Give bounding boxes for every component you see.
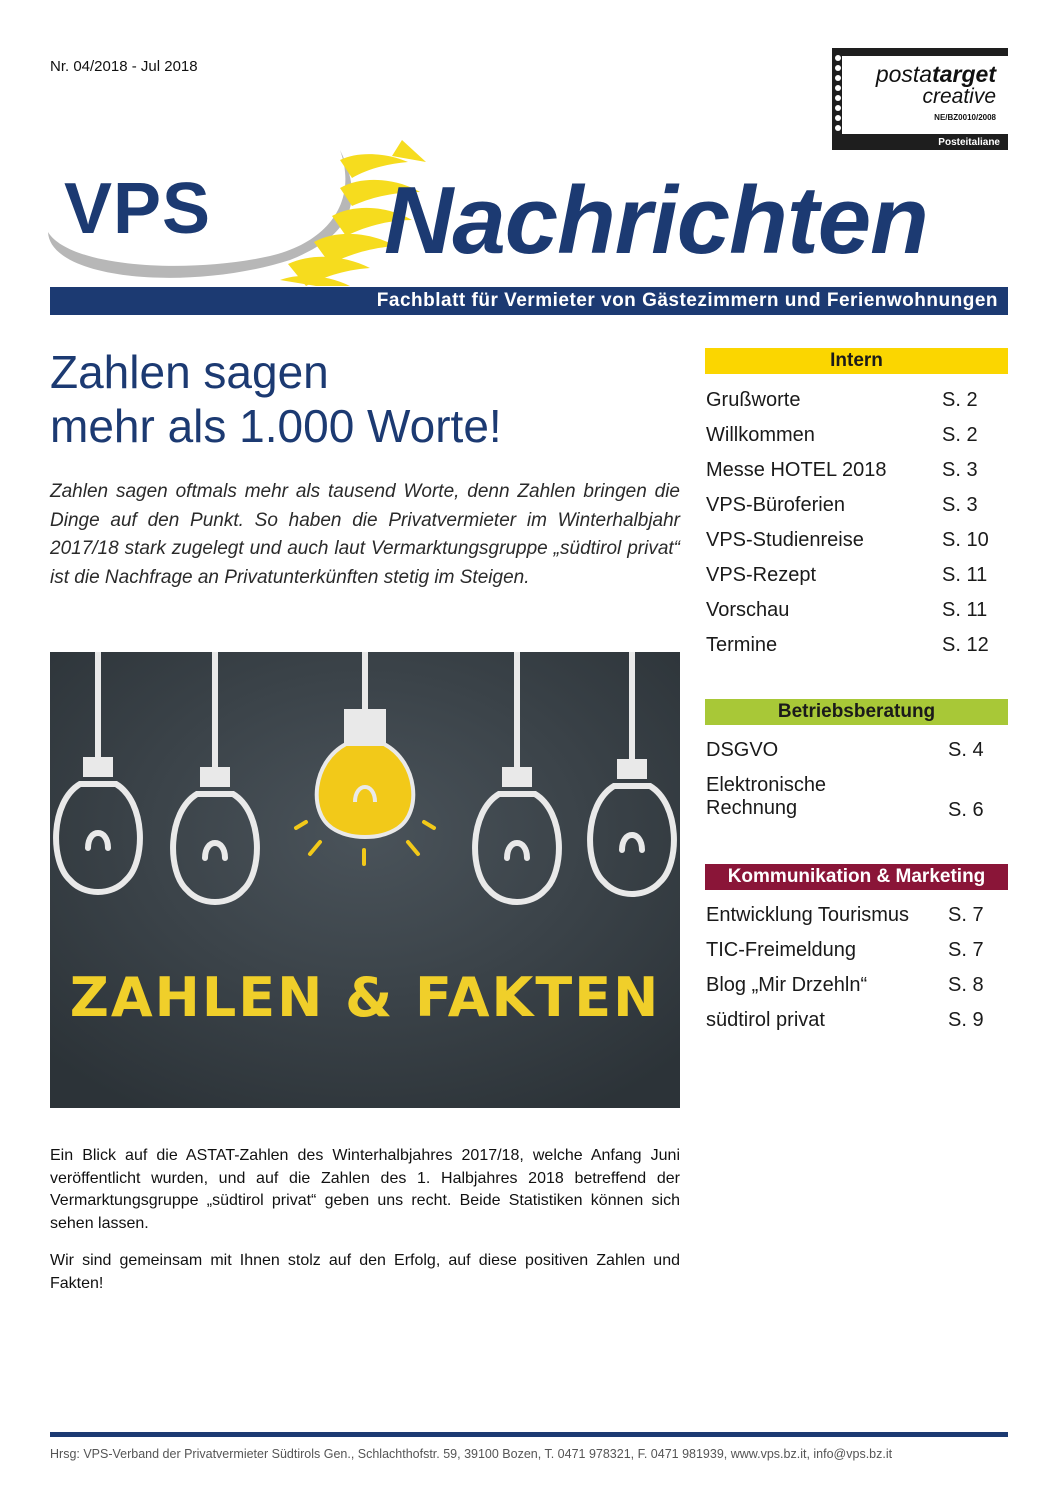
article-headline xyxy=(50,345,680,453)
toc-item-page: S. 7 xyxy=(948,939,984,961)
toc-item-page: S. 7 xyxy=(948,904,984,926)
toc-item-page: S. 12 xyxy=(942,634,989,656)
toc-item[interactable] xyxy=(706,424,996,454)
headline-line-2: mehr als 1.000 Worte! xyxy=(50,400,502,452)
footer-divider xyxy=(50,1432,1008,1437)
toc-item-title: VPS-Rezept xyxy=(706,564,817,586)
toc-item-title-line-2: Rechnung xyxy=(706,797,798,819)
toc-item-page: S. 11 xyxy=(942,599,988,621)
toc-item-page: S. 2 xyxy=(942,424,978,446)
toc-item-title-line-1: Elektronische xyxy=(706,774,827,796)
toc-item-title: Messe HOTEL 2018 xyxy=(706,459,887,481)
toc-item-title: Grußworte xyxy=(706,389,801,411)
toc-item[interactable] xyxy=(706,1009,996,1039)
toc-item-title: TIC-Freimeldung xyxy=(706,939,857,961)
toc-item-title: Termine xyxy=(706,634,778,656)
toc-item[interactable] xyxy=(706,939,996,969)
toc-item[interactable] xyxy=(706,974,996,1004)
toc-item[interactable] xyxy=(706,494,996,524)
toc-item[interactable] xyxy=(706,564,996,594)
toc-item[interactable] xyxy=(706,774,996,830)
article-body-1: Ein Blick auf die ASTAT-Zahlen des Winterhalbjahres 2017/18, welche Anfang Juni veröffentlicht wurden, und auf die Zahlen des 1. Halbjahres 2018 betreffend der Vermarktungsgruppe „südtirol privat“ geben uns recht. Beide Statistiken können sich sehen lassen. xyxy=(50,1147,680,1232)
toc-item[interactable] xyxy=(706,904,996,934)
toc-item-title: Blog „Mir Drzehln“ xyxy=(706,974,868,996)
toc-section-betriebsberatung: Betriebsberatung xyxy=(705,699,1008,725)
article-image xyxy=(50,652,680,1108)
toc-item-title: Vorschau xyxy=(706,599,790,621)
toc-item-title: VPS-Büroferien xyxy=(706,494,845,516)
subtitle-bar xyxy=(50,287,1008,315)
toc-item-page: S. 2 xyxy=(942,389,978,411)
toc-item-page: S. 11 xyxy=(942,564,988,586)
toc-item[interactable] xyxy=(706,739,996,769)
masthead-title: Nachrichten xyxy=(384,167,928,274)
footer-imprint: Hrsg: VPS-Verband der Privatvermieter Südtirols Gen., Schlachthofstr. 59, 39100 Bozen, T. 0471 978321, F. 0471 981939, www.vps.bz.it, info@vps.bz.it xyxy=(50,1447,893,1461)
headline-line-1: Zahlen sagen xyxy=(50,346,329,398)
toc-item-page: S. 4 xyxy=(948,739,984,761)
issue-number: Nr. 04/2018 - Jul 2018 xyxy=(50,58,198,75)
vps-logo-text: VPS xyxy=(64,169,212,249)
masthead xyxy=(40,140,1020,325)
toc-item[interactable] xyxy=(706,389,996,419)
stamp-creative: creative xyxy=(922,85,996,108)
toc-item-page: S. 3 xyxy=(942,494,978,516)
toc-item-title: DSGVO xyxy=(706,739,779,761)
image-caption-text: ZAHLEN & FAKTEN xyxy=(69,966,661,1029)
toc-section-intern: Intern xyxy=(705,348,1008,374)
article-body-2: Wir sind gemeinsam mit Ihnen stolz auf den Erfolg, auf diese positiven Zahlen und Fakten! xyxy=(50,1252,680,1292)
toc-item[interactable] xyxy=(706,599,996,629)
stamp-code: NE/BZ0010/2008 xyxy=(934,113,996,122)
toc-item-page: S. 10 xyxy=(942,529,989,551)
lightbulbs-icon xyxy=(50,652,680,1108)
toc-item-title: Willkommen xyxy=(706,424,815,446)
toc-item-title: Entwicklung Tourismus xyxy=(706,904,910,926)
toc-item-page: S. 6 xyxy=(948,799,984,821)
toc-item-title: südtirol privat xyxy=(706,1009,825,1031)
toc-item[interactable] xyxy=(706,459,996,489)
toc-item-page: S. 8 xyxy=(948,974,984,996)
stamp-footer: Posteitaliane xyxy=(938,137,1000,148)
toc-item-title xyxy=(706,774,826,820)
stamp-label xyxy=(842,56,1008,134)
article-intro: Zahlen sagen oftmals mehr als tausend Worte, denn Zahlen bringen die Dinge auf den Punkt. So haben die Privatvermieter im Winterhalbjahr 2017/18 stark zugelegt und auch laut Vermarktungsgruppe „südtirol privat“ ist die Nachfrage an Privatunterkünften stetig im Steigen. xyxy=(50,481,680,588)
toc-item-page: S. 9 xyxy=(948,1009,984,1031)
toc-item[interactable] xyxy=(706,634,996,664)
stamp-brand: postatarget xyxy=(875,61,996,87)
masthead-subtitle: Fachblatt für Vermieter von Gästezimmern und Ferienwohnungen xyxy=(376,290,998,311)
toc-item-title: VPS-Studienreise xyxy=(706,529,864,551)
toc-section-kommunikation: Kommunikation & Marketing xyxy=(705,864,1008,890)
toc-item[interactable] xyxy=(706,529,996,559)
toc-item-page: S. 3 xyxy=(942,459,978,481)
postage-stamp xyxy=(832,48,1008,150)
